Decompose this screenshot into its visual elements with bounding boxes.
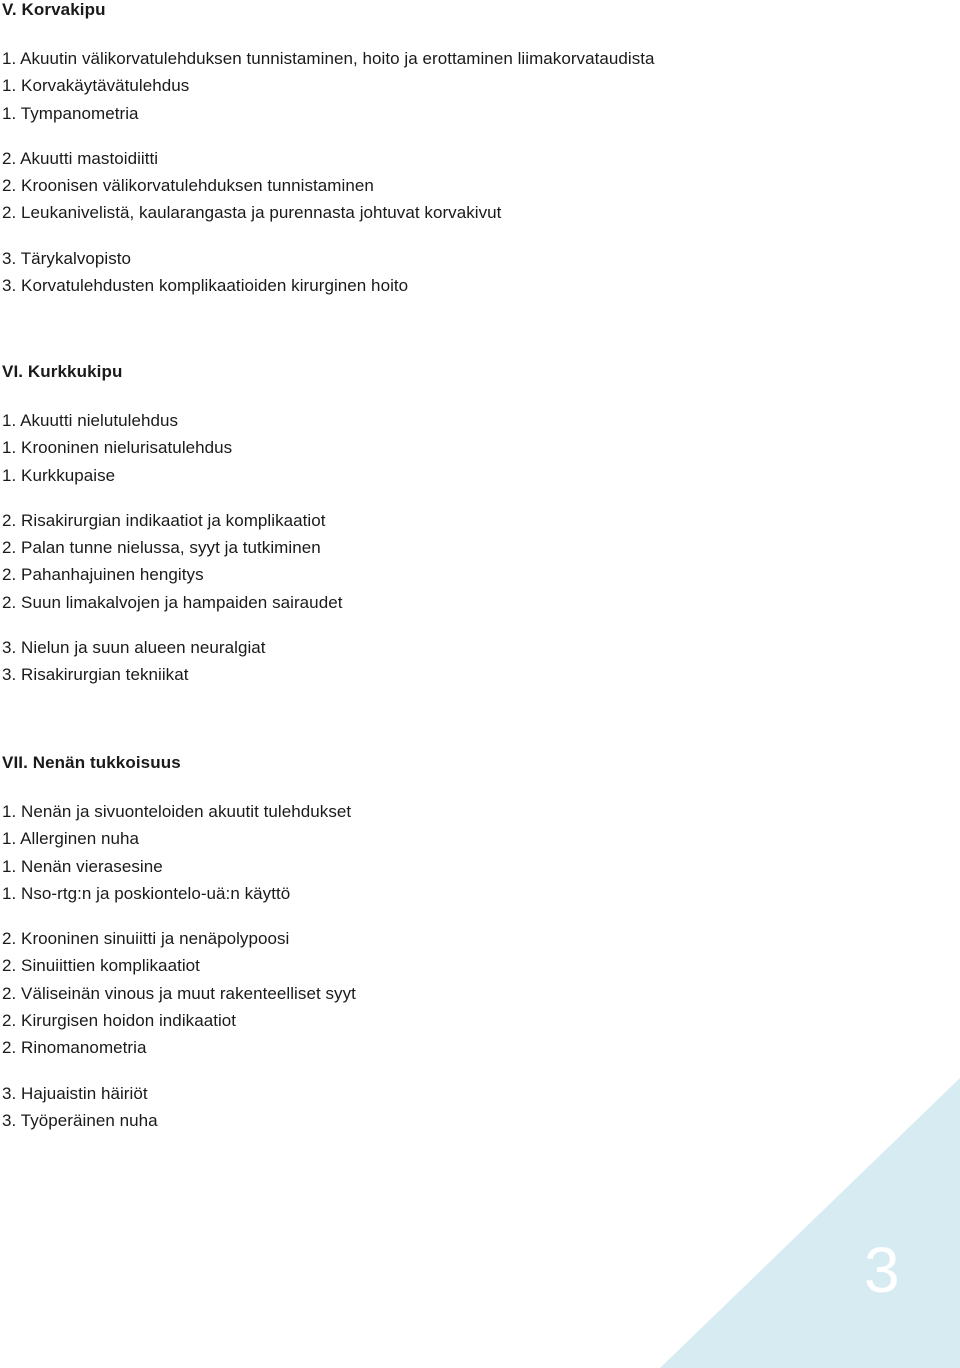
topic-item: 1. Krooninen nielurisatulehdus <box>2 438 233 458</box>
section-heading: VII. Nenän tukkoisuus <box>2 753 181 772</box>
section-korvakipu <box>2 0 902 317</box>
topic-item: 2. Sinuiittien komplikaatiot <box>2 956 200 976</box>
topic-item: 2. Suun limakalvojen ja hampaiden sairaudet <box>2 592 343 612</box>
topic-item: 1. Akuutti nielutulehdus <box>2 411 179 430</box>
topic-item: 2. Risakirurgian indikaatiot ja komplikaatiot <box>2 510 326 530</box>
topic-group-level-1 <box>2 45 902 127</box>
topic-group-level-2 <box>2 507 902 616</box>
corner-triangle-graphic <box>660 1078 960 1368</box>
topic-item: 1. Allerginen nuha <box>2 829 140 849</box>
topic-item: 2. Kirurgisen hoidon indikaatiot <box>2 1011 237 1031</box>
section-heading: VI. Kurkkukipu <box>2 362 123 381</box>
topic-item: 1. Kurkkupaise <box>2 465 116 485</box>
topic-item: 1. Nenän vierasesine <box>2 856 163 876</box>
topic-item: 3. Hajuaistin häiriöt <box>2 1083 148 1103</box>
topic-item: 2. Leukanivelistä, kaularangasta ja purennasta johtuvat korvakivut <box>2 203 502 223</box>
corner-decoration <box>660 1078 960 1368</box>
topic-item: 2. Väliseinän vinous ja muut rakenteelliset syyt <box>2 983 356 1003</box>
page-number: 3 <box>864 1234 900 1306</box>
topic-item: 3. Työperäinen nuha <box>2 1110 158 1130</box>
topic-group-level-1 <box>2 407 902 489</box>
topic-item: 3. Tärykalvopisto <box>2 248 132 268</box>
topic-group-level-2 <box>2 925 902 1061</box>
topic-item: 3. Risakirurgian tekniikat <box>2 665 189 685</box>
topic-item: 2. Palan tunne nielussa, syyt ja tutkiminen <box>2 538 321 558</box>
section-heading: V. Korvakipu <box>2 0 106 19</box>
topic-item: 3. Korvatulehdusten komplikaatioiden kirurginen hoito <box>2 276 409 296</box>
topic-item: 2. Rinomanometria <box>2 1038 147 1058</box>
section-kurkkukipu <box>2 362 902 707</box>
topic-item: 1. Nso-rtg:n ja poskiontelo-uä:n käyttö <box>2 883 291 903</box>
topic-item: 2. Akuutti mastoidiitti <box>2 148 159 168</box>
topic-item: 3. Nielun ja suun alueen neuralgiat <box>2 638 266 658</box>
topic-item: 2. Kroonisen välikorvatulehduksen tunnistaminen <box>2 176 374 196</box>
topic-item: 1. Korvakäytävätulehdus <box>2 76 190 96</box>
topic-group-level-1 <box>2 798 902 907</box>
topic-item: 1. Tympanometria <box>2 103 139 123</box>
topic-group-level-3 <box>2 634 902 689</box>
topic-group-level-2 <box>2 145 902 227</box>
topic-item: 1. Akuutin välikorvatulehduksen tunnistaminen, hoito ja erottaminen liimakorvataudista <box>2 49 655 68</box>
topic-item: 1. Nenän ja sivuonteloiden akuutit tulehdukset <box>2 802 352 821</box>
topic-item: 2. Krooninen sinuiitti ja nenäpolypoosi <box>2 929 290 949</box>
topic-group-level-3 <box>2 245 902 300</box>
topic-item: 2. Pahanhajuinen hengitys <box>2 565 204 585</box>
